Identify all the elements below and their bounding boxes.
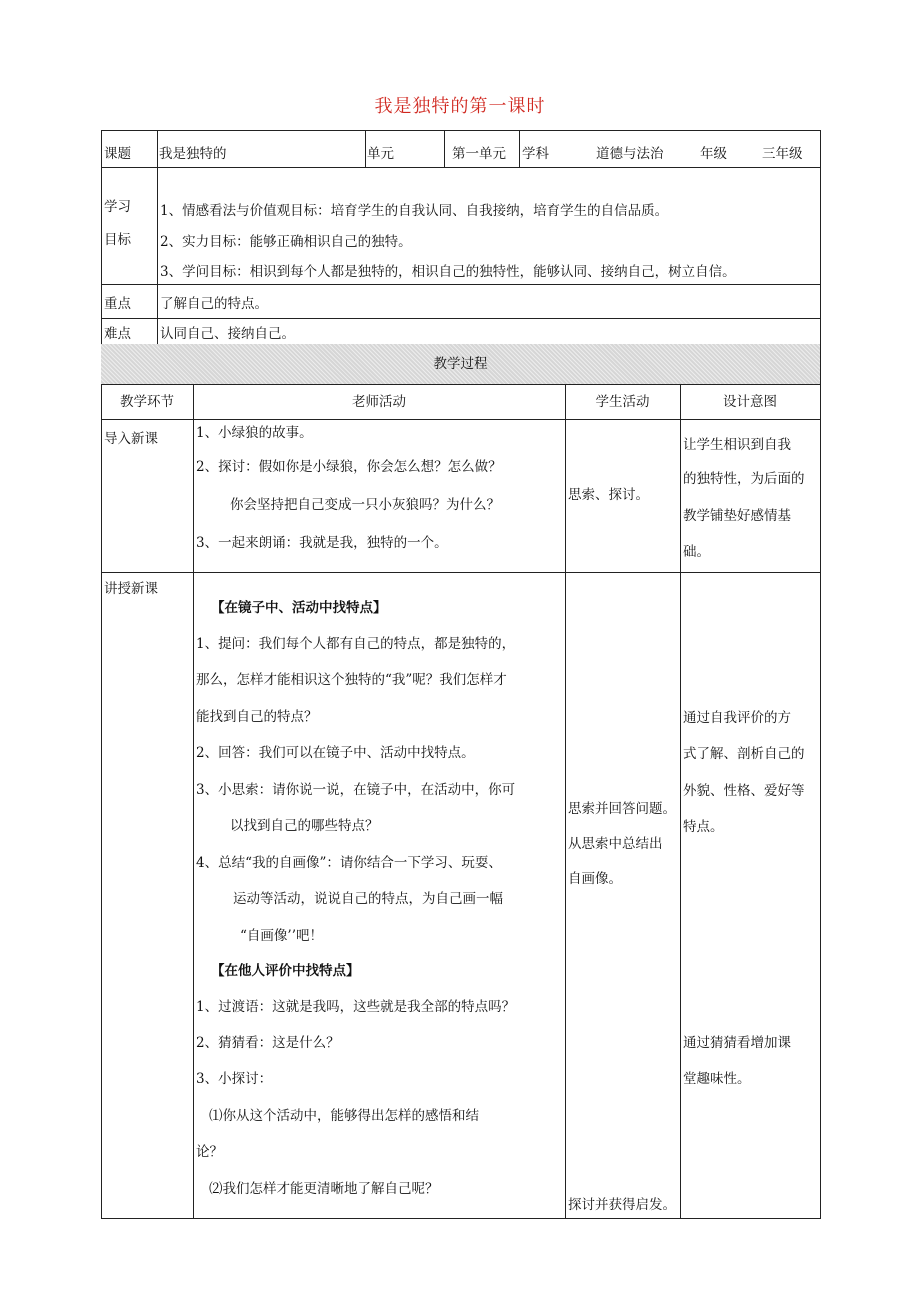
lecture-teacher-line: 以找到自己的哪些特点？ [230, 818, 379, 834]
difficulty-label: 难点 [104, 326, 131, 342]
lecture-teacher-line: 3、小探讨： [196, 1071, 273, 1087]
table-line [101, 130, 102, 1219]
table-line [101, 384, 821, 385]
lecture-teacher-line: 1、提问：我们每个人都有自己的特点，都是独特的， [196, 636, 516, 652]
lecture-section-heading: 【在他人评价中找特点】 [211, 963, 360, 979]
table-line [820, 130, 821, 1219]
table-line [157, 130, 158, 344]
goal-item: 2、实力目标：能够正确相识自己的独特。 [160, 234, 412, 250]
table-line [101, 130, 821, 131]
lecture-teacher-line: 能找到自己的特点？ [196, 709, 318, 725]
lecture-stage: 讲授新课 [104, 581, 158, 597]
subject-label: 学科 [522, 146, 549, 162]
lecture-teacher-line: “自画像’’吧！ [240, 928, 323, 944]
table-line [101, 167, 821, 168]
lecture-teacher-line: ⑵我们怎样才能更清晰地了解自己呢？ [209, 1181, 439, 1197]
intro-teacher-line: 1、小绿狼的故事。 [196, 425, 313, 441]
grade-value: 三年级 [762, 146, 803, 162]
col-header-teacher: 老师活动 [352, 394, 406, 410]
intro-design-line: 础。 [683, 544, 710, 560]
page-title: 我是独特的第一课时 [374, 96, 546, 117]
table-line [101, 572, 821, 573]
goals-label: 目标 [104, 232, 131, 248]
col-header-stage: 教学环节 [120, 394, 174, 410]
lecture-teacher-line: 4、总结“我的自画像”：请你结合一下学习、玩耍、 [196, 855, 502, 871]
lecture-design-line: 特点。 [683, 819, 724, 835]
table-line [444, 130, 445, 167]
lecture-design-line: 式了解、剖析自己的 [683, 746, 805, 762]
key-point-value: 了解自己的特点。 [160, 296, 268, 312]
lecture-design-line: 通过自我评价的方 [683, 710, 791, 726]
intro-design-line: 教学铺垫好感情基 [683, 508, 791, 524]
col-header-student: 学生活动 [595, 394, 650, 410]
lecture-design-line: 外貌、性格、爱好等 [683, 783, 805, 799]
unit-value: 第一单元 [452, 146, 506, 162]
table-line [101, 284, 821, 285]
table-line [680, 384, 681, 1218]
lecture-teacher-line: 2、回答：我们可以在镜子中、活动中找特点。 [196, 745, 475, 761]
grade-label: 年级 [700, 146, 727, 162]
table-line [365, 130, 366, 167]
intro-stage: 导入新课 [104, 431, 158, 447]
lecture-teacher-line: ⑴你从这个活动中，能够得出怎样的感悟和结 [209, 1108, 479, 1124]
lecture-student-line: 自画像。 [568, 871, 622, 887]
intro-teacher-line: 你会坚持把自己变成一只小灰狼吗？为什么？ [230, 497, 500, 513]
table-line [101, 318, 821, 319]
lecture-section-heading: 【在镜子中、活动中找特点】 [211, 600, 387, 616]
lecture-teacher-line: 那么，怎样才能相识这个独特的“我”呢？我们怎样才 [196, 672, 507, 688]
intro-student: 思索、探讨。 [568, 487, 649, 503]
subject-value: 道德与法治 [596, 146, 664, 162]
goals-label: 学习 [104, 199, 131, 215]
intro-teacher-line: 2、探讨：假如你是小绿狼，你会怎么想？怎么做？ [196, 459, 502, 475]
unit-label: 单元 [367, 146, 394, 162]
table-line [101, 1218, 821, 1219]
lecture-design-line: 堂趣味性。 [683, 1071, 751, 1087]
lecture-student-line: 探讨并获得启发。 [568, 1197, 676, 1213]
difficulty-value: 认同自己、接纳自己。 [160, 326, 295, 342]
key-point-label: 重点 [104, 296, 131, 312]
lecture-student-line: 从思索中总结出 [568, 836, 663, 852]
lecture-teacher-line: 论？ [196, 1144, 223, 1160]
lecture-design-line: 通过猜猜看增加课 [683, 1035, 791, 1051]
intro-teacher-line: 3、一起来朗诵：我就是我，独特的一个。 [196, 535, 448, 551]
table-line [565, 384, 566, 1218]
col-header-design: 设计意图 [723, 394, 777, 410]
lecture-teacher-line: 运动等活动，说说自己的特点，为自己画一幅 [233, 891, 503, 907]
table-line [101, 419, 821, 420]
goal-item: 1、情感看法与价值观目标：培育学生的自我认同、自我接纳，培育学生的自信品质。 [160, 203, 669, 219]
intro-design-line: 的独特性，为后面的 [683, 471, 805, 487]
course-label: 课题 [104, 146, 131, 162]
process-header: 教学过程 [433, 356, 488, 372]
lecture-teacher-line: 1、过渡语：这就是我吗，这些就是我全部的特点吗？ [196, 999, 516, 1015]
lecture-student-line: 思索并回答问题。 [568, 801, 676, 817]
intro-design-line: 让学生相识到自我 [683, 437, 791, 453]
table-line [193, 384, 194, 1218]
lecture-teacher-line: 2、猜猜看：这是什么？ [196, 1035, 340, 1051]
goal-item: 3、学问目标：相识到每个人都是独特的，相识自己的独特性，能够认同、接纳自己，树立自信。 [160, 264, 736, 280]
lecture-teacher-line: 3、小思索：请你说一说，在镜子中，在活动中，你可 [196, 782, 516, 798]
course-value: 我是独特的 [159, 146, 227, 162]
table-line [519, 130, 520, 167]
